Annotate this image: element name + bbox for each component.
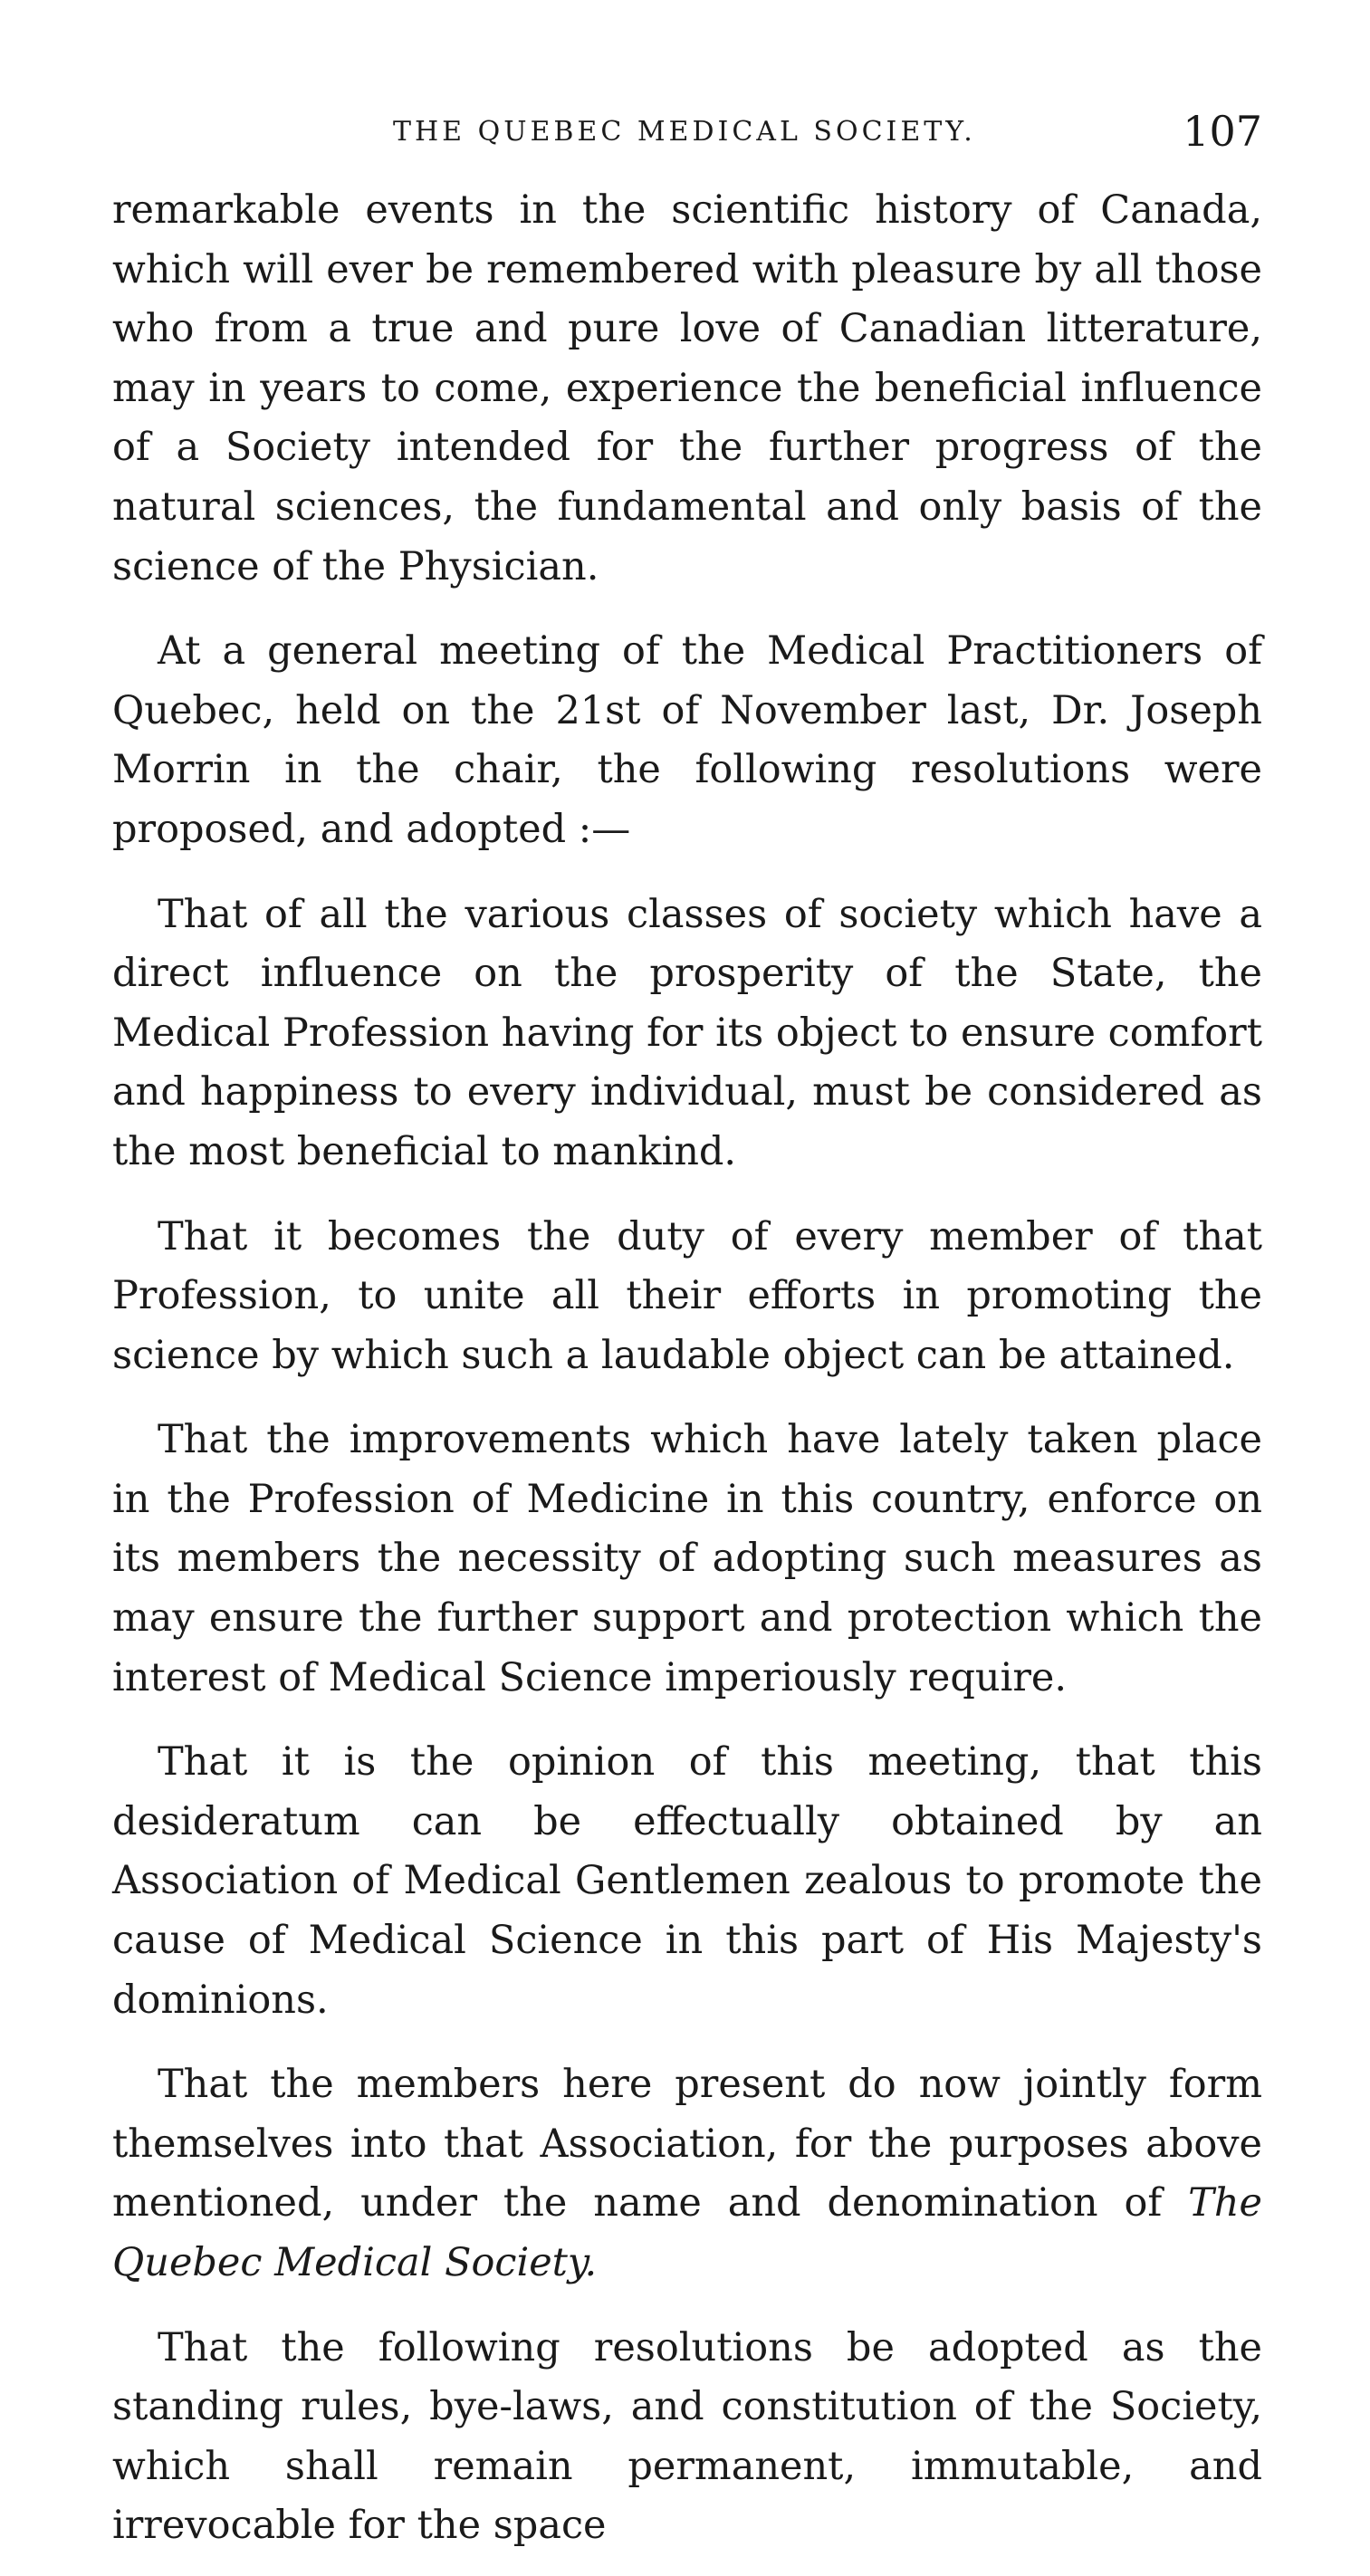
paragraph-resolution-form-society-text: That the members here present do now jointly form themselves into that Association, for the purposes above mentioned, under the name and denomination of — [112, 2062, 1262, 2226]
paragraph-continuation: remarkable events in the scientific history of Canada, which will ever be remembered with pleasure by all those who from a true and pure love of Canadian litterature, may in years to come, experience the beneficial influence of a Society intended for the further progress of the natural sciences, the fundamental and only basis of the science of the Physician. — [112, 187, 1262, 589]
paragraph-resolution-improvements: That the improvements which have lately taken place in the Profession of Medicine in this country, enforce on its members the necessity of adopting such measures as may ensure the further support and protection which the interest of Medical Science imperiously require. — [112, 1417, 1262, 1700]
paragraph-resolution-classes: That of all the various classes of society which have a direct influence on the prosperity of the State, the Medical Profession having for its object to ensure comfort and happiness to every individual, must be considered as the most beneficial to mankind. — [112, 891, 1262, 1174]
paragraph-resolution-association: That it is the opinion of this meeting, that this desideratum can be effectually obtained by an Association of Medical Gentlemen zealous to promote the cause of Medical Science in this part of His Majesty's dominions. — [112, 1739, 1262, 2023]
paragraph-resolution-form-society — [112, 2055, 1262, 2293]
paragraph-resolution-duty: That it becomes the duty of every member of that Profession, to unite all their efforts in promoting the science by which such a laudable object can be attained. — [112, 1213, 1262, 1378]
page-header — [112, 107, 1262, 170]
page-number: 107 — [1183, 107, 1262, 156]
paragraph-general-meeting: At a general meeting of the Medical Practitioners of Quebec, held on the 21st of November last, Dr. Joseph Morrin in the chair, the following resolutions were proposed, and adopted :— — [112, 628, 1262, 852]
paragraph-resolution-standing-rules: That the following resolutions be adopted as the standing rules, bye-laws, and constitution of the Society, which shall remain permanent, immutable, and irrevocable for the space — [112, 2324, 1262, 2549]
running-head: THE QUEBEC MEDICAL SOCIETY. — [393, 116, 976, 148]
body-text — [112, 181, 1262, 2576]
society-name: The Quebec Medical Society. — [112, 2180, 1262, 2285]
